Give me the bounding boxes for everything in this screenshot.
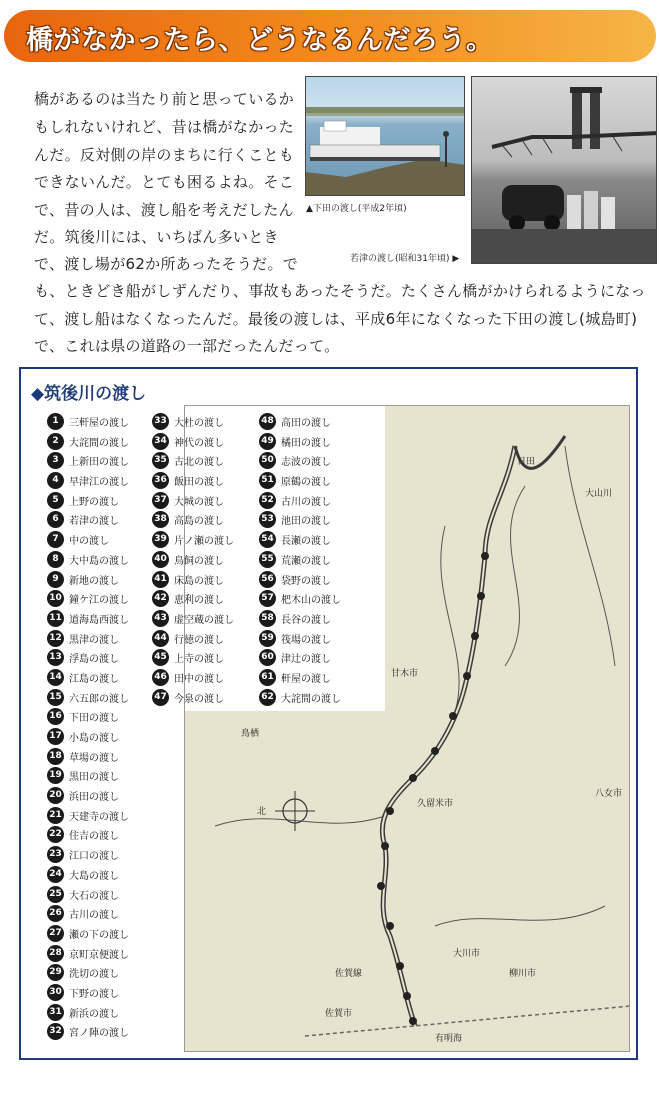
ferry-item: 7 中の渡し xyxy=(47,529,129,549)
ferry-item: 27 瀬の下の渡し xyxy=(47,923,129,943)
intro-line: もしれないけれど、昔は橋がなかった xyxy=(34,118,295,136)
ferry-number-badge: 18 xyxy=(47,748,64,765)
ferry-number-badge: 53 xyxy=(259,511,276,528)
ferry-item: 24 大島の渡し xyxy=(47,864,129,884)
ferry-item: 56 袋野の渡し xyxy=(259,569,341,589)
ferry-item: 44 行徳の渡し xyxy=(152,628,234,648)
ferry-number-badge: 44 xyxy=(152,630,169,647)
ferry-number-badge: 47 xyxy=(152,689,169,706)
ferry-number-badge: 43 xyxy=(152,610,169,627)
intro-line: で、昔の人は、渡し船を考えだしたん xyxy=(34,201,294,219)
ferry-number-badge: 34 xyxy=(152,433,169,450)
ferry-item: 55 荒瀬の渡し xyxy=(259,549,341,569)
ferry-item: 39 片ノ瀬の渡し xyxy=(152,529,234,549)
ferry-item: 23 江口の渡し xyxy=(47,844,129,864)
intro-line: んだ。反対側の岸のまちに行くことも xyxy=(34,146,295,164)
map-label: 日田 xyxy=(517,457,536,467)
ferry-number-badge: 35 xyxy=(152,452,169,469)
ferry-item: 33 大杜の渡し xyxy=(152,411,234,431)
ferry-number-badge: 33 xyxy=(152,413,169,430)
ferry-number-badge: 2 xyxy=(47,433,64,450)
ferry-item: 21 天建寺の渡し xyxy=(47,805,129,825)
intro-line: できないんだ。とても困るよね。そこ xyxy=(34,173,295,191)
ferry-number-badge: 14 xyxy=(47,669,64,686)
ferry-number-badge: 45 xyxy=(152,649,169,666)
ferry-item: 16 下田の渡し xyxy=(47,706,129,726)
ferry-number-badge: 23 xyxy=(47,846,64,863)
ferry-item: 19 黒田の渡し xyxy=(47,765,129,785)
ferry-item: 34 神代の渡し xyxy=(152,431,234,451)
ferry-number-badge: 3 xyxy=(47,452,64,469)
ferry-item: 30 下野の渡し xyxy=(47,982,129,1002)
ferry-item: 52 古川の渡し xyxy=(259,490,341,510)
ferry-item: 13 浮島の渡し xyxy=(47,647,129,667)
ferry-item: 6 若津の渡し xyxy=(47,509,129,529)
ferry-item: 49 橘田の渡し xyxy=(259,431,341,451)
ferry-item: 12 黒津の渡し xyxy=(47,628,129,648)
ferry-item: 15 六五郎の渡し xyxy=(47,687,129,707)
ferry-number-badge: 40 xyxy=(152,551,169,568)
intro-line: で、これは県の道路の一部だったんだって。 xyxy=(34,337,340,355)
map-label: 久留米市 xyxy=(417,799,454,809)
ferry-item: 14 江島の渡し xyxy=(47,667,129,687)
map-label: 北 xyxy=(257,807,267,817)
ferry-item: 59 筏場の渡し xyxy=(259,628,341,648)
ferry-number-badge: 20 xyxy=(47,787,64,804)
ferry-number-badge: 36 xyxy=(152,472,169,489)
ferry-list-col-1 xyxy=(47,411,129,1041)
ferry-number-badge: 30 xyxy=(47,984,64,1001)
ferry-item: 29 洗切の渡し xyxy=(47,962,129,982)
ferry-item: 54 長瀬の渡し xyxy=(259,529,341,549)
ferry-number-badge: 24 xyxy=(47,866,64,883)
ferry-number-badge: 48 xyxy=(259,413,276,430)
ferry-item: 50 志波の渡し xyxy=(259,450,341,470)
ferry-number-badge: 50 xyxy=(259,452,276,469)
ferry-number-badge: 49 xyxy=(259,433,276,450)
ferry-item: 22 住吉の渡し xyxy=(47,824,129,844)
ferry-item: 17 小島の渡し xyxy=(47,726,129,746)
ferry-item: 10 鐘ケ江の渡し xyxy=(47,588,129,608)
ferry-item: 53 池田の渡し xyxy=(259,509,341,529)
ferry-number-badge: 51 xyxy=(259,472,276,489)
ferry-number-badge: 15 xyxy=(47,689,64,706)
ferry-number-badge: 54 xyxy=(259,531,276,548)
ferry-item: 43 虚空蔵の渡し xyxy=(152,608,234,628)
ferry-number-badge: 29 xyxy=(47,964,64,981)
ferry-item: 31 新浜の渡し xyxy=(47,1002,129,1022)
ferry-number-badge: 7 xyxy=(47,531,64,548)
ferry-number-badge: 37 xyxy=(152,492,169,509)
ferry-map-panel xyxy=(19,367,638,1060)
ferry-number-badge: 27 xyxy=(47,925,64,942)
ferry-number-badge: 9 xyxy=(47,571,64,588)
ferry-number-badge: 32 xyxy=(47,1023,64,1040)
map-label: 佐賀市 xyxy=(325,1009,353,1019)
ferry-item: 47 今泉の渡し xyxy=(152,687,234,707)
ferry-item: 28 京町京便渡し xyxy=(47,943,129,963)
ferry-item: 38 高島の渡し xyxy=(152,509,234,529)
ferry-number-badge: 52 xyxy=(259,492,276,509)
ferry-number-badge: 19 xyxy=(47,767,64,784)
ferry-number-badge: 6 xyxy=(47,511,64,528)
ferry-item: 41 床島の渡し xyxy=(152,569,234,589)
map-label: 大山川 xyxy=(585,489,613,499)
ferry-item: 3 上新田の渡し xyxy=(47,450,129,470)
ferry-item: 9 新地の渡し xyxy=(47,569,129,589)
section-title: ◆筑後川の渡し xyxy=(31,384,147,404)
ferry-number-badge: 57 xyxy=(259,590,276,607)
title-banner xyxy=(4,10,656,62)
ferry-item: 8 大中島の渡し xyxy=(47,549,129,569)
map-label: 有明海 xyxy=(435,1034,463,1044)
ferry-item: 37 大城の渡し xyxy=(152,490,234,510)
ferry-item: 1 三軒屋の渡し xyxy=(47,411,129,431)
ferry-number-badge: 12 xyxy=(47,630,64,647)
ferry-item: 4 早津江の渡し xyxy=(47,470,129,490)
ferry-number-badge: 62 xyxy=(259,689,276,706)
ferry-number-badge: 26 xyxy=(47,905,64,922)
ferry-number-badge: 11 xyxy=(47,610,64,627)
ferry-number-badge: 60 xyxy=(259,649,276,666)
ferry-number-badge: 39 xyxy=(152,531,169,548)
ferry-item: 36 飯田の渡し xyxy=(152,470,234,490)
map-label: 甘木市 xyxy=(391,669,419,679)
map-label: 八女市 xyxy=(595,789,623,799)
map-label: 柳川市 xyxy=(509,969,537,979)
ferry-number-badge: 61 xyxy=(259,669,276,686)
map-label: 大川市 xyxy=(453,949,481,959)
ferry-list-col-3 xyxy=(259,411,341,706)
ferry-number-badge: 56 xyxy=(259,571,276,588)
ferry-item: 2 大詫間の渡し xyxy=(47,431,129,451)
ferry-number-badge: 21 xyxy=(47,807,64,824)
intro-line: だ。筑後川には、いちばん多いとき xyxy=(34,228,279,246)
intro-line: も、ときどき船がしずんだり、事故もあったそうだ。たくさん橋がかけられるようになっ xyxy=(34,282,646,300)
ferry-number-badge: 38 xyxy=(152,511,169,528)
ferry-number-badge: 17 xyxy=(47,728,64,745)
ferry-number-badge: 46 xyxy=(152,669,169,686)
shimoda-ferry-photo xyxy=(305,76,465,196)
ferry-number-badge: 59 xyxy=(259,630,276,647)
ferry-number-badge: 25 xyxy=(47,886,64,903)
ferry-item: 35 古北の渡し xyxy=(152,450,234,470)
ferry-item: 40 鳥飼の渡し xyxy=(152,549,234,569)
ferry-number-badge: 5 xyxy=(47,492,64,509)
ferry-item: 48 高田の渡し xyxy=(259,411,341,431)
ferry-item: 5 上野の渡し xyxy=(47,490,129,510)
ferry-number-badge: 58 xyxy=(259,610,276,627)
photo-caption-shimoda: ▲下田の渡し(平成2年頃) xyxy=(306,204,407,214)
map-label: 佐賀線 xyxy=(335,969,363,979)
ferry-item: 57 杷木山の渡し xyxy=(259,588,341,608)
intro-line: て、渡し船はなくなったんだ。最後の渡しは、平成6年になくなった下田の渡し(城島町) xyxy=(34,310,638,328)
ferry-item: 58 長谷の渡し xyxy=(259,608,341,628)
ferry-item: 25 大石の渡し xyxy=(47,884,129,904)
chikugo-river-map xyxy=(184,405,630,1052)
ferry-number-badge: 41 xyxy=(152,571,169,588)
ferry-item: 18 草場の渡し xyxy=(47,746,129,766)
ferry-item: 11 道海島西渡し xyxy=(47,608,129,628)
ferry-item: 62 大詫間の渡し xyxy=(259,687,341,707)
photo-caption-wakatsu: 若津の渡し(昭和31年頃) ▶ xyxy=(350,254,460,264)
page-title: 橋がなかったら、どうなるんだろう。 xyxy=(26,25,494,56)
ferry-number-badge: 42 xyxy=(152,590,169,607)
ferry-number-badge: 4 xyxy=(47,472,64,489)
ferry-item: 26 古川の渡し xyxy=(47,903,129,923)
ferry-item: 45 上寺の渡し xyxy=(152,647,234,667)
ferry-number-badge: 22 xyxy=(47,826,64,843)
ferry-item: 61 軒屋の渡し xyxy=(259,667,341,687)
ferry-number-badge: 13 xyxy=(47,649,64,666)
ferry-number-badge: 8 xyxy=(47,551,64,568)
ferry-number-badge: 28 xyxy=(47,945,64,962)
intro-line: 橋があるのは当たり前と思っているか xyxy=(34,90,295,108)
ferry-number-badge: 31 xyxy=(47,1004,64,1021)
ferry-list-col-2 xyxy=(152,411,234,706)
map-label: 鳥栖 xyxy=(241,729,260,739)
ferry-number-badge: 55 xyxy=(259,551,276,568)
ferry-item: 60 津辻の渡し xyxy=(259,647,341,667)
wakatsu-ferry-photo xyxy=(471,76,657,264)
ferry-item: 46 田中の渡し xyxy=(152,667,234,687)
ferry-item: 51 原鶴の渡し xyxy=(259,470,341,490)
intro-line: で、渡し場が62か所あったそうだ。で xyxy=(34,255,299,273)
ferry-number-badge: 10 xyxy=(47,590,64,607)
ferry-item: 42 恵利の渡し xyxy=(152,588,234,608)
ferry-number-badge: 16 xyxy=(47,708,64,725)
ferry-item: 32 宮ノ陣の渡し xyxy=(47,1021,129,1041)
ferry-item: 20 浜田の渡し xyxy=(47,785,129,805)
ferry-number-badge: 1 xyxy=(47,413,64,430)
